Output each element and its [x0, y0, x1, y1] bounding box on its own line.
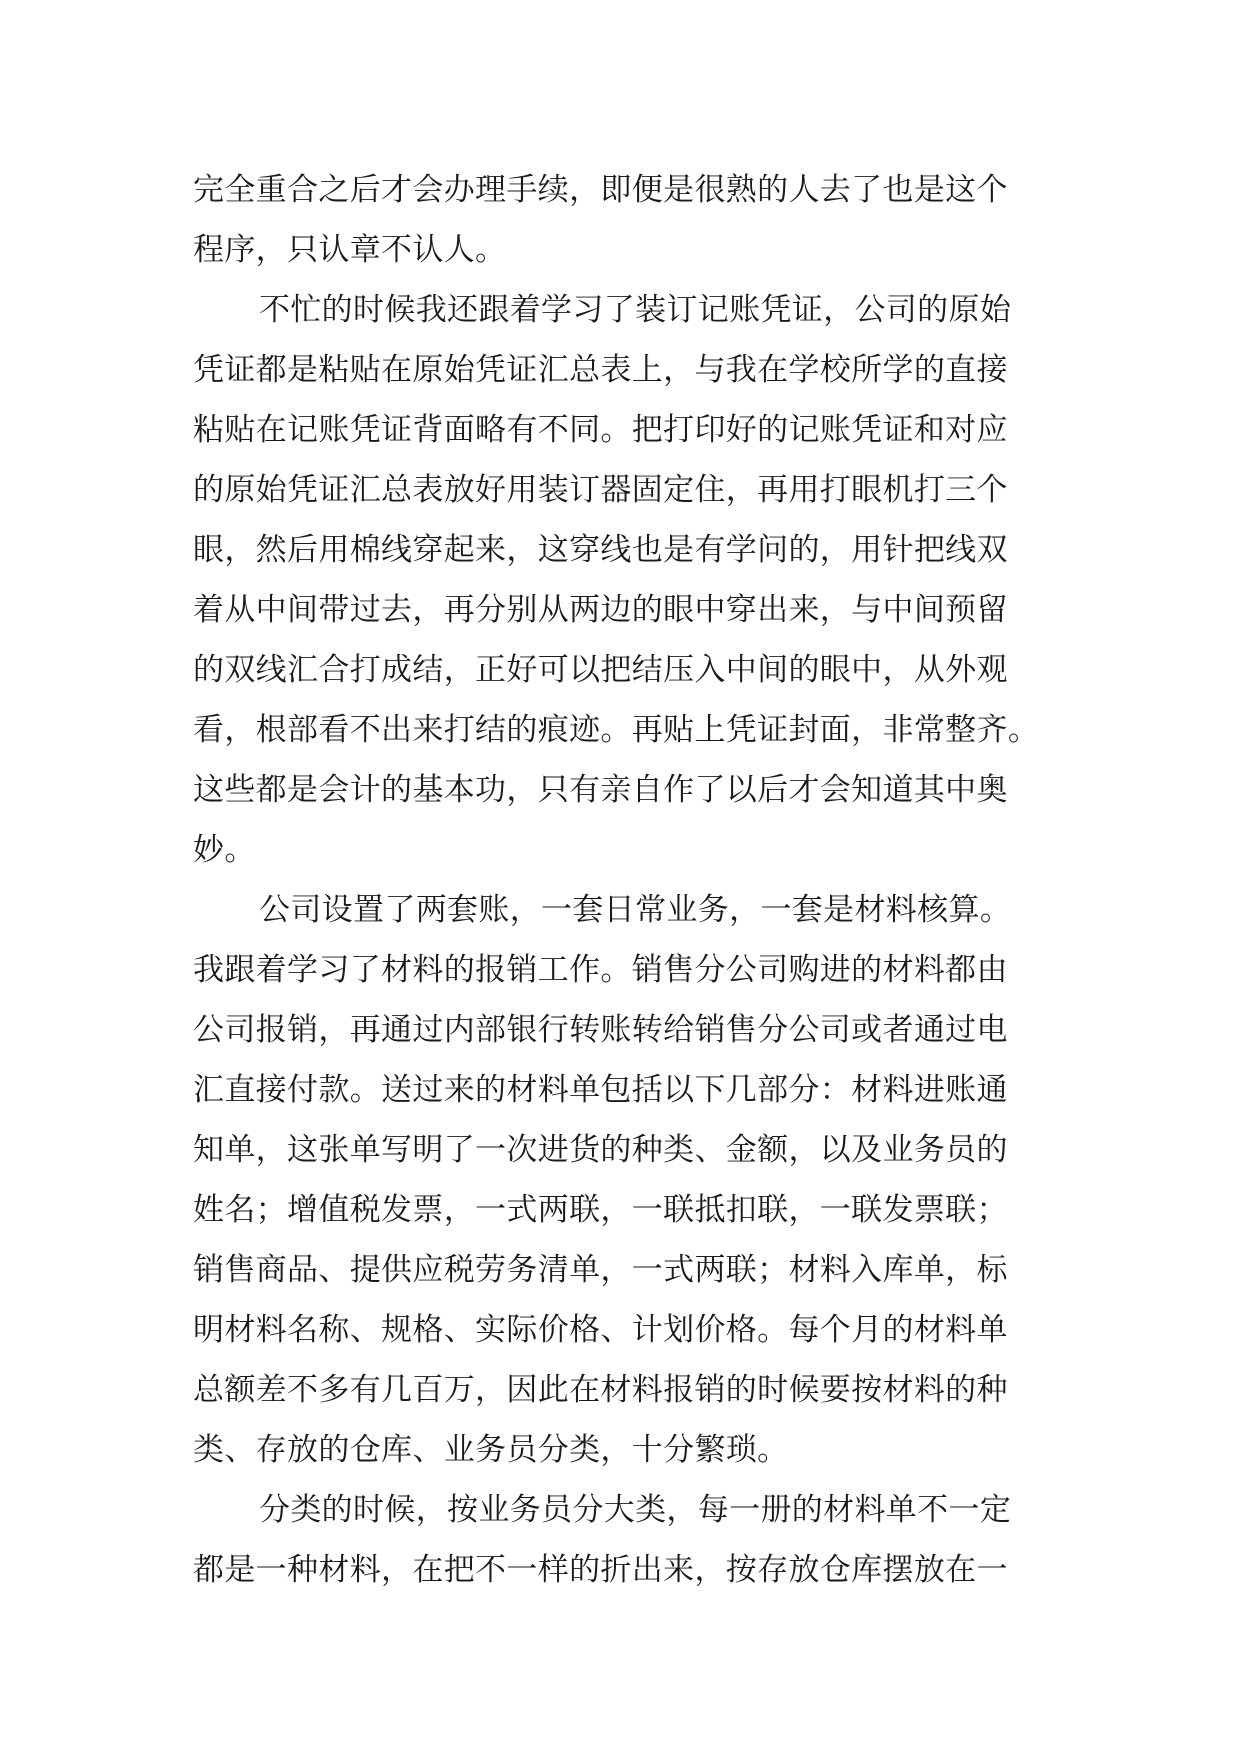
text-line: 妙。	[193, 832, 256, 868]
text-line: 完全重合之后才会办理手续，即便是很熟的人去了也是这个	[193, 172, 1008, 208]
paragraph	[193, 1480, 1073, 1600]
text-line: 明材料名称、规格、实际价格、计划价格。每个月的材料单	[193, 1312, 1008, 1348]
text-line: 粘贴在记账凭证背面略有不同。把打印好的记账凭证和对应	[193, 412, 1008, 448]
body-text	[193, 160, 1073, 1600]
text-line: 的原始凭证汇总表放好用装订器固定住，再用打眼机打三个	[193, 472, 1008, 508]
text-line: 汇直接付款。送过来的材料单包括以下几部分：材料进账通	[193, 1072, 1008, 1108]
text-line: 不忙的时候我还跟着学习了装订记账凭证，公司的原始	[259, 292, 1012, 328]
text-line: 知单，这张单写明了一次进货的种类、金额，以及业务员的	[193, 1132, 1008, 1168]
text-line: 程序，只认章不认人。	[193, 232, 507, 268]
text-line: 销售商品、提供应税劳务清单，一式两联；材料入库单，标	[193, 1252, 1008, 1288]
text-line: 眼，然后用棉线穿起来，这穿线也是有学问的，用针把线双	[193, 532, 1008, 568]
text-line: 公司报销，再通过内部银行转账转给销售分公司或者通过电	[193, 1012, 1008, 1048]
text-line: 公司设置了两套账，一套日常业务，一套是材料核算。	[259, 892, 1012, 928]
text-line: 类、存放的仓库、业务员分类，十分繁琐。	[193, 1432, 789, 1468]
text-line: 看，根部看不出来打结的痕迹。再贴上凭证封面，非常整齐。	[193, 712, 1040, 748]
text-line: 我跟着学习了材料的报销工作。销售分公司购进的材料都由	[193, 952, 1008, 988]
text-line: 这些都是会计的基本功，只有亲自作了以后才会知道其中奥	[193, 772, 1008, 808]
text-line: 凭证都是粘贴在原始凭证汇总表上，与我在学校所学的直接	[193, 352, 1008, 388]
paragraph	[193, 160, 1073, 280]
text-line: 姓名；增值税发票，一式两联，一联抵扣联，一联发票联；	[193, 1192, 1008, 1228]
paragraph	[193, 880, 1073, 1480]
paragraph	[193, 280, 1073, 880]
text-line: 分类的时候，按业务员分大类，每一册的材料单不一定	[259, 1492, 1012, 1528]
text-line: 总额差不多有几百万，因此在材料报销的时候要按材料的种	[193, 1372, 1008, 1408]
text-line: 的双线汇合打成结，正好可以把结压入中间的眼中，从外观	[193, 652, 1008, 688]
text-line: 都是一种材料，在把不一样的折出来，按存放仓库摆放在一	[193, 1552, 1008, 1588]
text-line: 着从中间带过去，再分别从两边的眼中穿出来，与中间预留	[193, 592, 1008, 628]
